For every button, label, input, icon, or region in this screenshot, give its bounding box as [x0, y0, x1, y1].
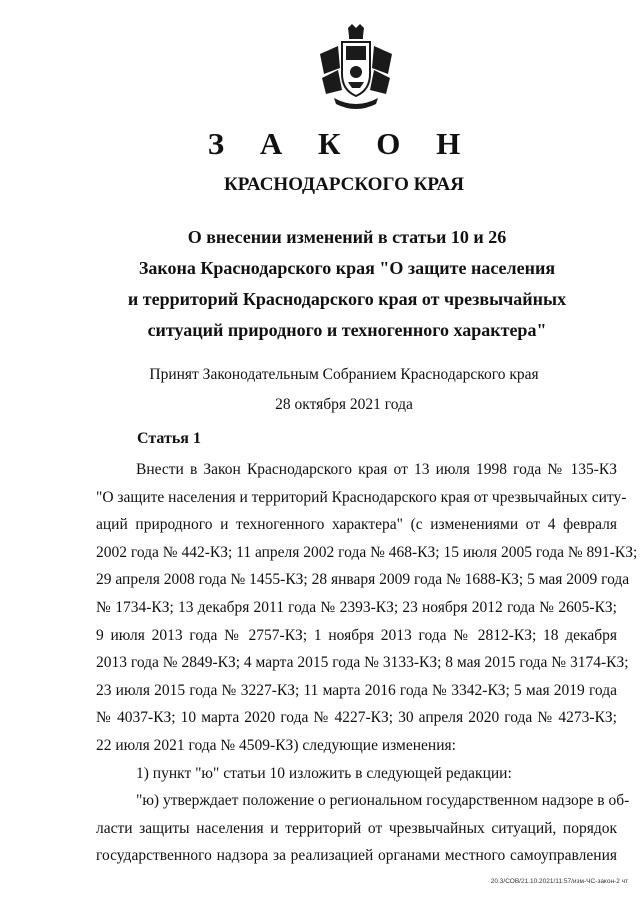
- document-subtitle: КРАСНОДАРСКОГО КРАЯ: [223, 174, 465, 195]
- body-line: 29 апреля 2008 года № 1455-КЗ; 28 января 2009 года № 1688-КЗ; 5 мая 2009 года: [96, 571, 630, 589]
- body-line: 2013 года № 2849-КЗ; 4 марта 2015 года № 3133-КЗ; 8 мая 2015 года № 3174-КЗ;: [96, 654, 629, 672]
- law-heading: [0, 222, 640, 346]
- adoption-text: Принят Законодательным Собранием Краснодарского края: [149, 366, 539, 383]
- article-title: Статья 1: [137, 430, 201, 447]
- body-line: Внести в Закон Краснодарского края от 13 июля 1998 года № 135-КЗ: [136, 461, 617, 478]
- article-body: [96, 456, 638, 870]
- heading-line: О внесении изменений в статьи 10 и 26: [187, 227, 507, 247]
- body-line: ласти защиты населения и территорий от чрезвычайных ситуаций, порядок: [96, 819, 617, 837]
- body-line: "ю) утверждает положение о региональном государственном надзоре в об-: [136, 792, 630, 810]
- body-line: аций природного и техногенного характера" (с изменениями от 4 февраля: [96, 516, 617, 534]
- body-line: 22 июля 2021 года № 4509-КЗ) следующие изменения:: [96, 736, 456, 754]
- body-line: 23 июля 2015 года № 3227-КЗ; 11 марта 2016 года № 3342-КЗ; 5 мая 2019 года: [96, 681, 617, 699]
- heading-line: Закона Краснодарского края "О защите населения: [138, 258, 556, 278]
- body-line: № 1734-КЗ; 13 декабря 2011 года № 2393-КЗ; 23 ноября 2012 года № 2605-КЗ;: [96, 598, 617, 616]
- adoption-date: 28 октября 2021 года: [275, 396, 413, 413]
- body-line: государственного надзора за реализацией органами местного самоуправления: [96, 847, 617, 865]
- heading-line: ситуаций природного и техногенного характера": [147, 320, 547, 340]
- body-line: 1) пункт "ю" статьи 10 изложить в следующей редакции:: [136, 764, 512, 782]
- document-title: З А К О Н: [207, 126, 475, 161]
- body-line: № 4037-КЗ; 10 марта 2020 года № 4227-КЗ; 30 апреля 2020 года № 4273-КЗ;: [96, 709, 617, 727]
- body-line: 9 июля 2013 года № 2757-КЗ; 1 ноября 2013 года № 2812-КЗ; 18 декабря: [96, 626, 617, 644]
- body-line: "О защите населения и территорий Краснодарского края от чрезвычайных ситу-: [96, 488, 627, 506]
- adoption-note: [0, 360, 640, 420]
- body-line: 2002 года № 442-КЗ; 11 апреля 2002 года № 468-КЗ; 15 июля 2005 года № 891-КЗ;: [96, 543, 638, 561]
- heading-line: и территорий Краснодарского края от чрезвычайных: [127, 289, 567, 309]
- coat-of-arms-emblem: [316, 24, 396, 112]
- document-footer-code: 20.3/СОВ/21.10.2021/11:57/изм-ЧС-закон-2 чт: [490, 878, 628, 885]
